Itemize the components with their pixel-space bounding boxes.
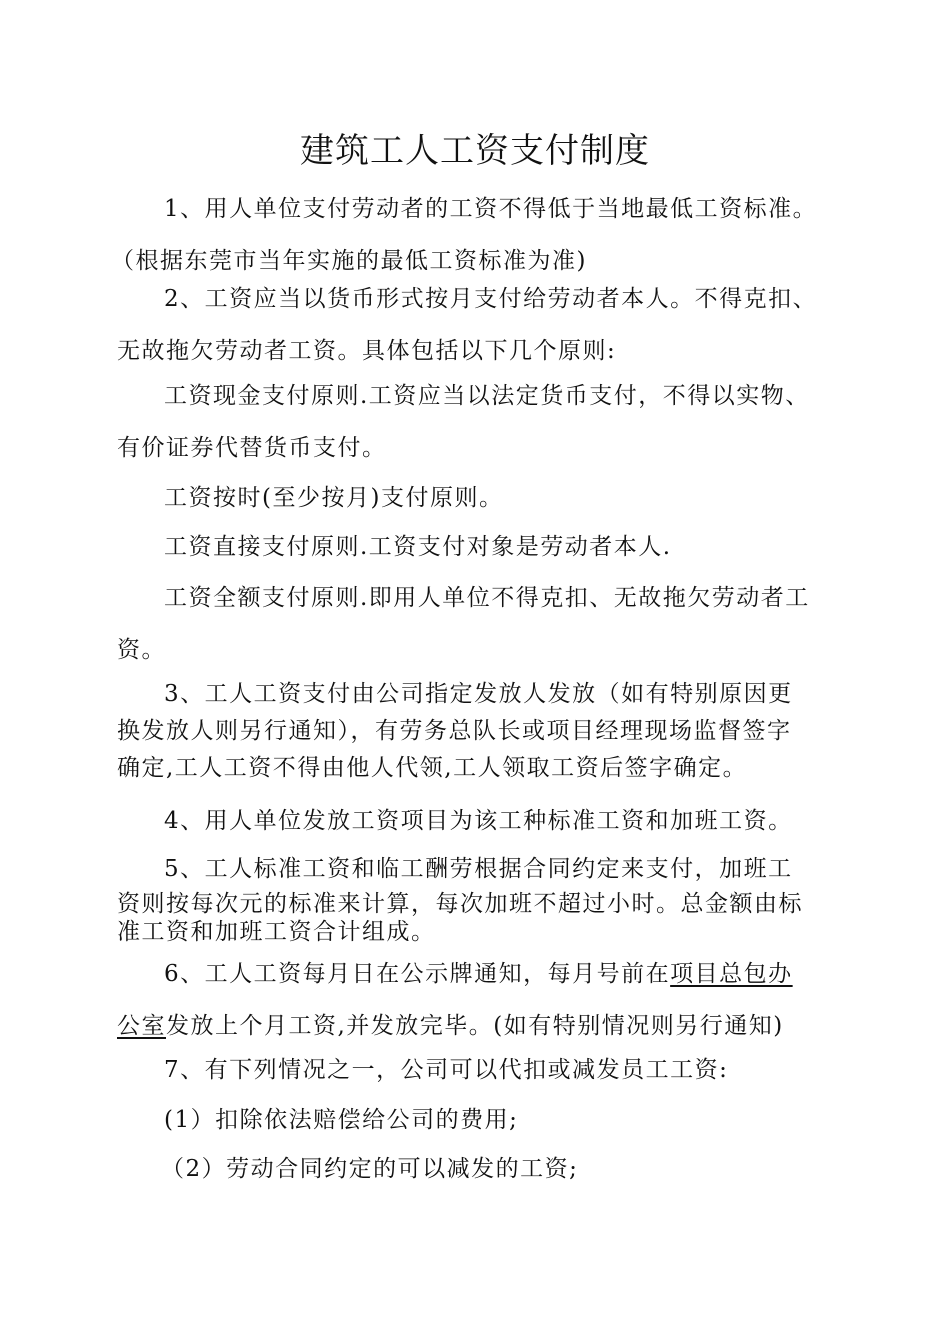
paragraph-line: 准工资和加班工资合计组成。 <box>117 919 436 945</box>
paragraph-2 <box>117 273 833 377</box>
paragraph-line: 工资按时(至少按月)支付原则。 <box>164 485 504 511</box>
paragraph-line: 无故拖欠劳动者工资。具体包括以下几个原则: <box>117 338 617 364</box>
paragraph-line: 5、工人标准工资和临工酬劳根据合同约定来支付，加班工 <box>164 856 793 882</box>
paragraph-11 <box>117 1044 833 1096</box>
paragraph-line: （根据东莞市当年实施的最低工资标准为准) <box>111 248 587 274</box>
paragraph-8 <box>117 803 833 840</box>
paragraph-line: 资。 <box>117 637 166 663</box>
paragraph-line: 2、工资应当以货币形式按月支付给劳动者本人。不得克扣、 <box>164 286 818 312</box>
paragraph-line: 7、有下列情况之一，公司可以代扣或减发员工工资: <box>164 1057 729 1083</box>
paragraph-line: 工资现金支付原则.工资应当以法定货币支付，不得以实物、 <box>164 383 810 409</box>
paragraph-line: 确定,工人工资不得由他人代领,工人领取工资后签字确定。 <box>117 755 748 781</box>
paragraph-line: 有价证券代替货币支付。 <box>117 435 387 461</box>
paragraph-line: 工资直接支付原则.工资支付对象是劳动者本人. <box>164 534 672 560</box>
paragraph-line: 4、用人单位发放工资项目为该工种标准工资和加班工资。 <box>164 808 793 834</box>
paragraph-line: 资则按每次元的标准来计算，每次加班不超过小时。总金额由标 <box>117 891 803 917</box>
paragraph-12 <box>117 1094 833 1146</box>
underlined-text: 公室 <box>117 1013 166 1039</box>
document-title: 建筑工人工资支付制度 <box>300 131 650 171</box>
paragraph-line <box>117 948 833 1000</box>
paragraph-13 <box>117 1143 833 1195</box>
paragraph-line: 换发放人则另行通知），有劳务总队长或项目经理现场监督签字 <box>117 718 792 744</box>
underlined-text: 项目总包办 <box>670 961 793 987</box>
paragraph-9 <box>117 852 833 945</box>
paragraph-1 <box>111 183 833 287</box>
paragraph-7 <box>117 676 833 787</box>
paragraph-line: 工资全额支付原则.即用人单位不得克扣、无故拖欠劳动者工 <box>164 585 810 611</box>
paragraph-text: 6、工人工资每月日在公示牌通知，每月号前在 <box>164 961 671 987</box>
paragraph-3 <box>117 370 833 474</box>
paragraph-5 <box>117 521 833 573</box>
paragraph-line: （2）劳动合同约定的可以减发的工资; <box>161 1156 579 1182</box>
paragraph-6 <box>117 572 833 676</box>
paragraph-line: 3、工人工资支付由公司指定发放人发放（如有特别原因更 <box>164 681 793 707</box>
paragraph-4 <box>117 472 833 524</box>
paragraph-text: 发放上个月工资,并发放完毕。(如有特别情况则另行通知) <box>166 1013 784 1039</box>
paragraph-10 <box>117 948 833 1052</box>
paragraph-line: 1、用人单位支付劳动者的工资不得低于当地最低工资标准。 <box>164 196 818 222</box>
paragraph-line: (1）扣除依法赔偿给公司的费用; <box>164 1107 519 1133</box>
